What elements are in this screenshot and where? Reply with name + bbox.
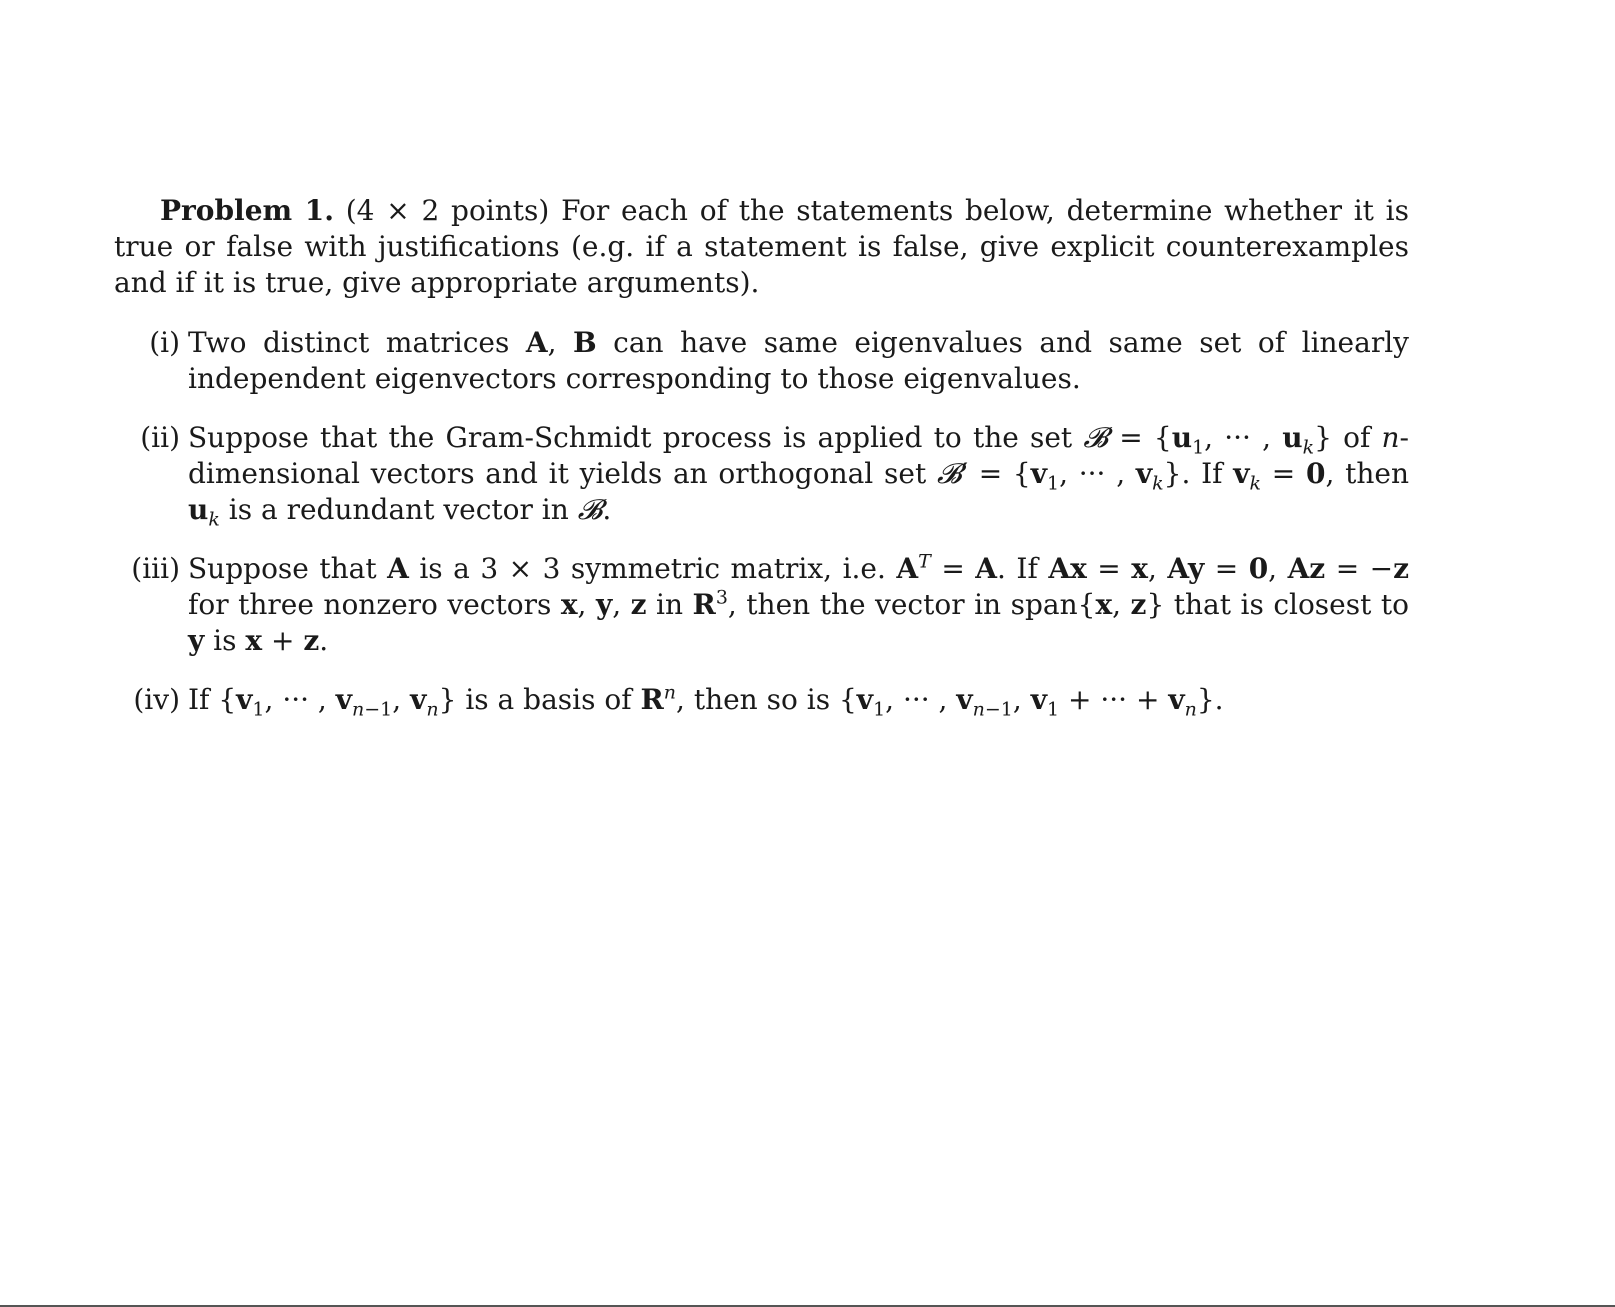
- statement-number: (ii): [140, 421, 180, 454]
- statement-number: (iii): [131, 552, 180, 585]
- statement-text: Two distinct matrices A, B can have same eigenvalues and same set of linearly independent eigenvectors corresponding to those eigenvalues.: [188, 326, 1409, 395]
- statement-item: [114, 420, 1410, 531]
- statement-text: Suppose that the Gram-Schmidt process is applied to the set 𝓑 = {$u_1$, ··· , $u_k$} of n-dimensional vectors and it yields an orthogonal set 𝓑′ = {$v_1$, ··· , $v_k$}. If $v_k = 0$, then $u_k$ is a redundant vector in 𝓑.: [188, 421, 1410, 531]
- problem-instructions: (4 × 2 points) For each of the statements below, determine whether it is true or false with justifications (e.g. if a statement is false, give explicit counterexamples and if it is true, give appropriate arguments).: [114, 194, 1409, 299]
- statement-item: [114, 325, 1409, 397]
- document-page: [114, 193, 1409, 741]
- statement-number: (iv): [133, 683, 180, 716]
- statement-item: [114, 681, 1409, 721]
- problem-label: Problem 1.: [160, 194, 334, 227]
- statement-text: Suppose that A is a 3 × 3 symmetric matrix, i.e. $A^T = A$. If Ax = x, Ay = 0, Az = −z for three nonzero vectors x, y, z in $R^3$, then the vector in span{x, z} that is closest to y is x + z.: [188, 550, 1410, 657]
- problem-intro: [114, 193, 1409, 301]
- statement-text: If {$v_1$, ··· , $v_{n-1}$, $v_n$} is a basis of $R^n$, then so is {$v_1$, ··· , $v_{n-1}$, $v_1$ + ··· + $v_n$}.: [188, 681, 1224, 721]
- statement-number: (i): [149, 326, 180, 359]
- statement-list: [114, 325, 1410, 721]
- statement-item: [114, 551, 1409, 659]
